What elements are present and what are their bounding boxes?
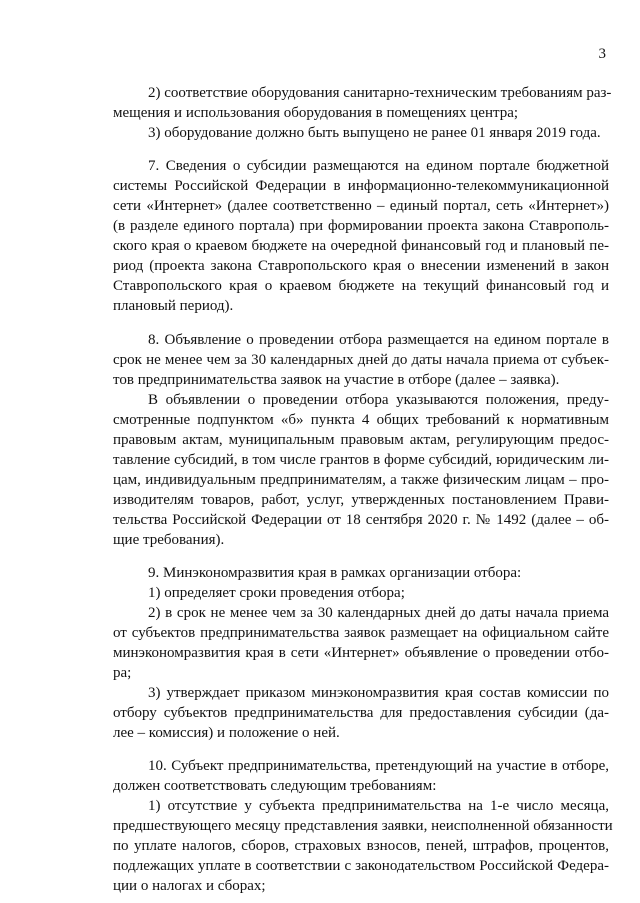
text-line: щие требования).: [113, 532, 225, 548]
text-line: ции о налогах и сборах;: [113, 878, 266, 894]
text-line: 1) определяет сроки проведения отбора;: [148, 585, 405, 601]
text-line: тов предпринимательства заявок на участие в отборе (далее – заявка).: [113, 372, 560, 388]
text-line: 10. Субъект предпринимательства, претендующий на участие в отборе,: [148, 758, 609, 774]
text-line: отбору субъектов предпринимательства для предоставления субсидии (да-: [113, 705, 609, 721]
text-line: Ставропольского края о краевом бюджете на текущий финансовый год и: [113, 278, 609, 294]
text-line: 8. Объявление о проведении отбора размещается на едином портале в: [148, 332, 609, 348]
text-line: тавление субсидий, в том числе грантов в форме субсидий, юридическим ли-: [113, 452, 609, 468]
text-line: предшествующего месяцу представления заявки, неисполненной обязанности: [113, 818, 613, 834]
text-line: В объявлении о проведении отбора указываются положения, преду-: [148, 392, 609, 408]
text-line: 1) отсутствие у субъекта предпринимательства на 1-е число месяца,: [148, 798, 609, 814]
text-line: ра;: [113, 665, 132, 681]
text-line: мещения и использования оборудования в помещениях центра;: [113, 105, 519, 121]
text-line: цам, индивидуальным предпринимателям, а также физическим лицам – про-: [113, 472, 609, 488]
text-line: от субъектов предпринимательства заявок размещает на официальном сайте: [113, 625, 609, 641]
text-line: 2) соответствие оборудования санитарно-техническим требованиям раз-: [148, 85, 612, 101]
text-line: изводителям товаров, работ, услуг, утвержденных постановлением Прави-: [113, 492, 609, 508]
text-line: смотренные подпунктом «б» пункта 4 общих требований к нормативным: [113, 412, 609, 428]
page-number: 3: [598, 46, 606, 62]
text-line: риод (проекта закона Ставропольского края о внесении изменений в закон: [113, 258, 609, 274]
text-line: ского края о краевом бюджете на очередной финансовый год и плановый пе-: [113, 238, 609, 254]
text-line: срок не менее чем за 30 календарных дней до даты начала приема от субъек-: [113, 352, 609, 368]
text-line: должен соответствовать следующим требованиям:: [113, 778, 437, 794]
text-line: 7. Сведения о субсидии размещаются на едином портале бюджетной: [148, 158, 609, 174]
text-line: по уплате налогов, сборов, страховых взносов, пеней, штрафов, процентов,: [113, 838, 609, 854]
text-line: правовым актам, муниципальным правовым актам, регулирующим предос-: [113, 432, 609, 448]
text-line: системы Российской Федерации в информационно-телекоммуникационной: [113, 178, 609, 194]
text-line: плановый период).: [113, 298, 234, 314]
text-line: 3) утверждает приказом минэкономразвития края состав комиссии по: [148, 685, 609, 701]
text-line: тельства Российской Федерации от 18 сентября 2020 г. № 1492 (далее – об-: [113, 512, 609, 528]
text-line: сети «Интернет» (далее соответственно – единый портал, сеть «Интернет»): [113, 198, 609, 214]
text-line: подлежащих уплате в соответствии с законодательством Российской Федера-: [113, 858, 609, 874]
text-line: (в разделе единого портала) при формировании проекта закона Ставрополь-: [113, 218, 609, 234]
text-line: 9. Минэкономразвития края в рамках организации отбора:: [148, 565, 522, 581]
text-line: лее – комиссия) и положение о ней.: [113, 725, 340, 741]
text-line: 3) оборудование должно быть выпущено не ранее 01 января 2019 года.: [148, 125, 601, 141]
text-line: 2) в срок не менее чем за 30 календарных дней до даты начала приема: [148, 605, 609, 621]
text-line: минэкономразвития края в сети «Интернет» объявление о проведении отбо-: [113, 645, 609, 661]
